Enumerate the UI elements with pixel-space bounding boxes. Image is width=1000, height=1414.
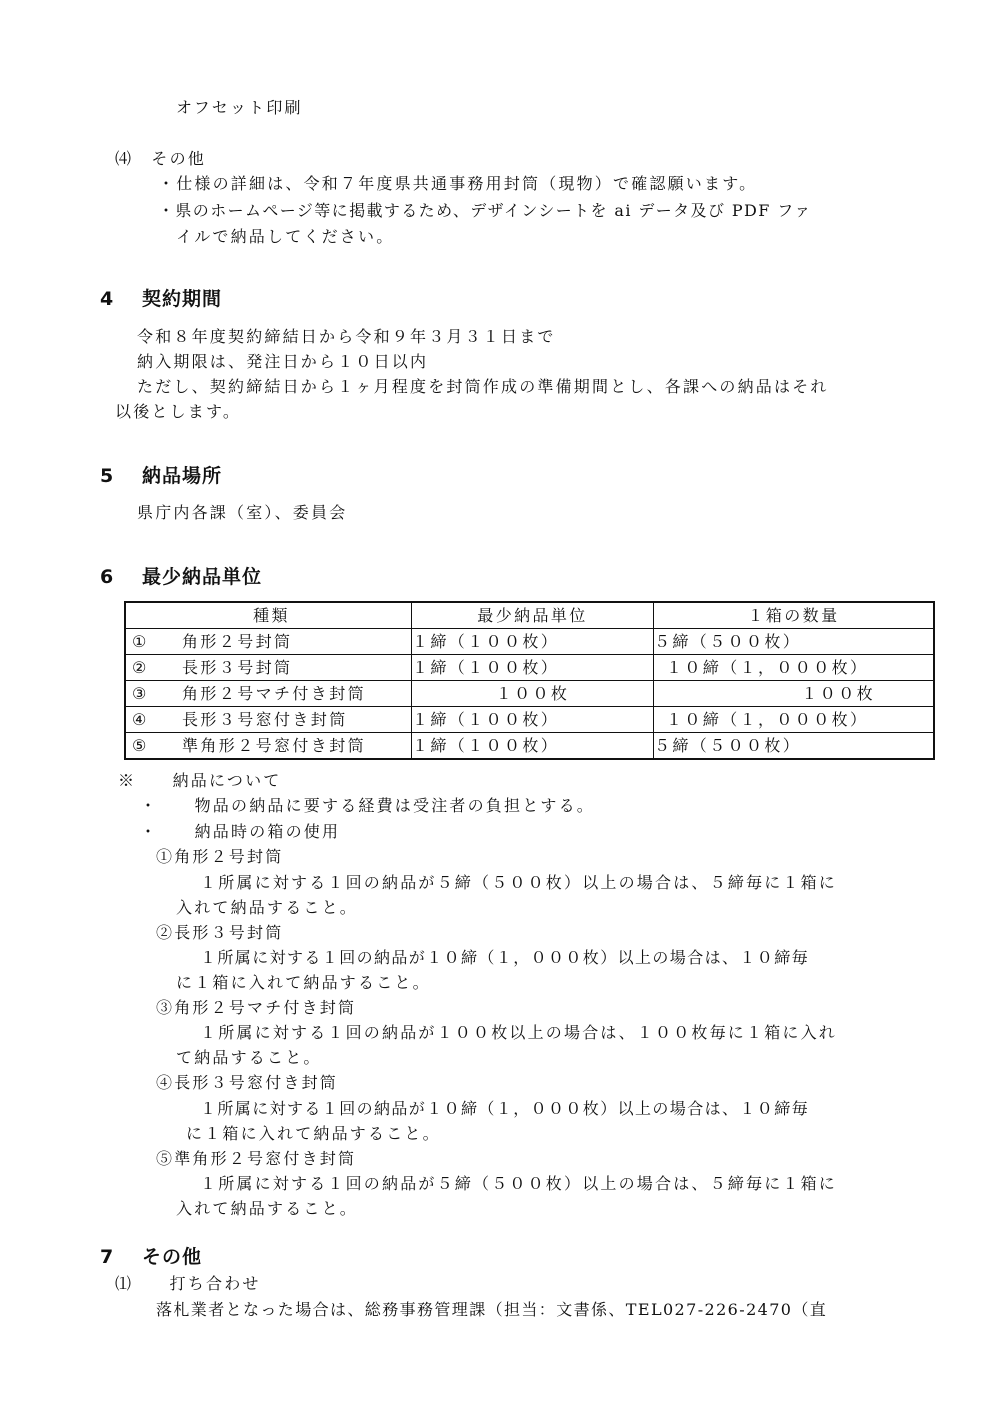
section-number: 5 (100, 465, 115, 487)
bullet-design-sheet: ・県のホームページ等に掲載するため、デザインシートを ai データ及び PDF ファ (158, 201, 812, 220)
table-header-row (125, 602, 934, 629)
note-item-line-cont: て納品すること。 (176, 1048, 322, 1067)
section-title: 契約期間 (142, 288, 223, 310)
note-item-line: １所属に対する１回の納品が１００枚以上の場合は、１００枚毎に１箱に入れ (200, 1023, 838, 1042)
note-item-label: ④長形３号窓付き封筒 (156, 1073, 339, 1092)
table-row (125, 707, 934, 733)
row-min-unit: １００枚 (412, 681, 654, 707)
row-min-unit: １締（１００枚） (412, 629, 654, 655)
header-min-unit: 最少納品単位 (412, 602, 654, 629)
row-type: 角形２号封筒 (182, 631, 293, 651)
notes-bullet-box-use: ・ 納品時の箱の使用 (140, 822, 341, 841)
section-heading-delivery-place (100, 465, 222, 487)
row-mark: ③ (132, 683, 149, 703)
row-mark: ② (132, 657, 149, 677)
row-type: 長形３号封筒 (182, 657, 293, 677)
note-item-line: １所属に対する１回の納品が５締（５００枚）以上の場合は、５締毎に１箱に (200, 1174, 838, 1193)
note-item-line: １所属に対する１回の納品が１０締（１，０００枚）以上の場合は、１０締毎 (200, 948, 810, 967)
table-row (125, 681, 934, 707)
delivery-place-text: 県庁内各課（室）、委員会 (137, 503, 348, 522)
contract-period-line: 令和８年度契約締結日から令和９年３月３１日まで (137, 327, 556, 346)
note-item-line: １所属に対する１回の納品が５締（５００枚）以上の場合は、５締毎に１箱に (200, 873, 838, 892)
preparation-period-line-cont: 以後とします。 (115, 402, 242, 421)
section-number: 4 (100, 288, 115, 310)
section-number: 6 (100, 566, 115, 588)
preparation-period-line: ただし、契約締結日から１ヶ月程度を封筒作成の準備期間とし、各課への納品はそれ (137, 377, 829, 396)
row-type: 準角形２号窓付き封筒 (182, 735, 367, 755)
meeting-line: 落札業者となった場合は、総務事務管理課（担当：文書係、TEL027-226-2470（直 (156, 1300, 828, 1319)
header-type: 種類 (125, 602, 412, 629)
row-mark: ⑤ (132, 735, 149, 755)
note-item-label: ⑤準角形２号窓付き封筒 (156, 1149, 357, 1168)
row-box-qty: １０締（１，０００枚） (654, 655, 935, 681)
section-heading-contract-period (100, 288, 222, 310)
table-row (125, 733, 934, 760)
row-min-unit: １締（１００枚） (412, 733, 654, 760)
notes-title: ※ 納品について (118, 771, 282, 790)
section-number: 7 (100, 1246, 115, 1268)
section-heading-other (100, 1246, 202, 1268)
row-min-unit: １締（１００枚） (412, 655, 654, 681)
row-type: 角形２号マチ付き封筒 (182, 683, 367, 703)
note-item-line-cont: 入れて納品すること。 (176, 898, 359, 917)
min-delivery-unit-table (124, 601, 935, 760)
row-min-unit: １締（１００枚） (412, 707, 654, 733)
note-item-line-cont: に１箱に入れて納品すること。 (176, 973, 431, 992)
note-item-line-cont: に１箱に入れて納品すること。 (186, 1124, 441, 1143)
row-box-qty: ５締（５００枚） (654, 629, 935, 655)
bullet-spec-detail: ・仕様の詳細は、令和７年度県共通事務用封筒（現物）で確認願います。 (158, 174, 758, 193)
subsection-meeting: ⑴ 打ち合わせ (115, 1274, 261, 1293)
section-heading-min-unit (100, 566, 262, 588)
note-item-line: １所属に対する１回の納品が１０締（１，０００枚）以上の場合は、１０締毎 (200, 1099, 810, 1118)
section-title: 最少納品単位 (142, 566, 263, 588)
notes-bullet-cost: ・ 物品の納品に要する経費は受注者の負担とする。 (140, 796, 596, 815)
table-row (125, 655, 934, 681)
row-box-qty: ５締（５００枚） (654, 733, 935, 760)
note-item-label: ③角形２号マチ付き封筒 (156, 998, 357, 1017)
section-title: 納品場所 (142, 465, 223, 487)
delivery-deadline-line: 納入期限は、発注日から１０日以内 (137, 352, 429, 371)
bullet-design-sheet-cont: イルで納品してください。 (176, 227, 395, 246)
note-item-label: ②長形３号封筒 (156, 923, 284, 942)
row-type: 長形３号窓付き封筒 (182, 709, 348, 729)
subsection-heading-other: ⑷ その他 (115, 149, 207, 168)
offset-printing-text: オフセット印刷 (176, 98, 303, 117)
header-box-qty: １箱の数量 (654, 602, 935, 629)
row-box-qty: １０締（１，０００枚） (654, 707, 935, 733)
note-item-label: ①角形２号封筒 (156, 847, 284, 866)
row-box-qty: １００枚 (654, 681, 935, 707)
row-mark: ① (132, 631, 149, 651)
section-title: その他 (142, 1246, 203, 1268)
note-item-line-cont: 入れて納品すること。 (176, 1199, 359, 1218)
row-mark: ④ (132, 709, 149, 729)
table-row (125, 629, 934, 655)
